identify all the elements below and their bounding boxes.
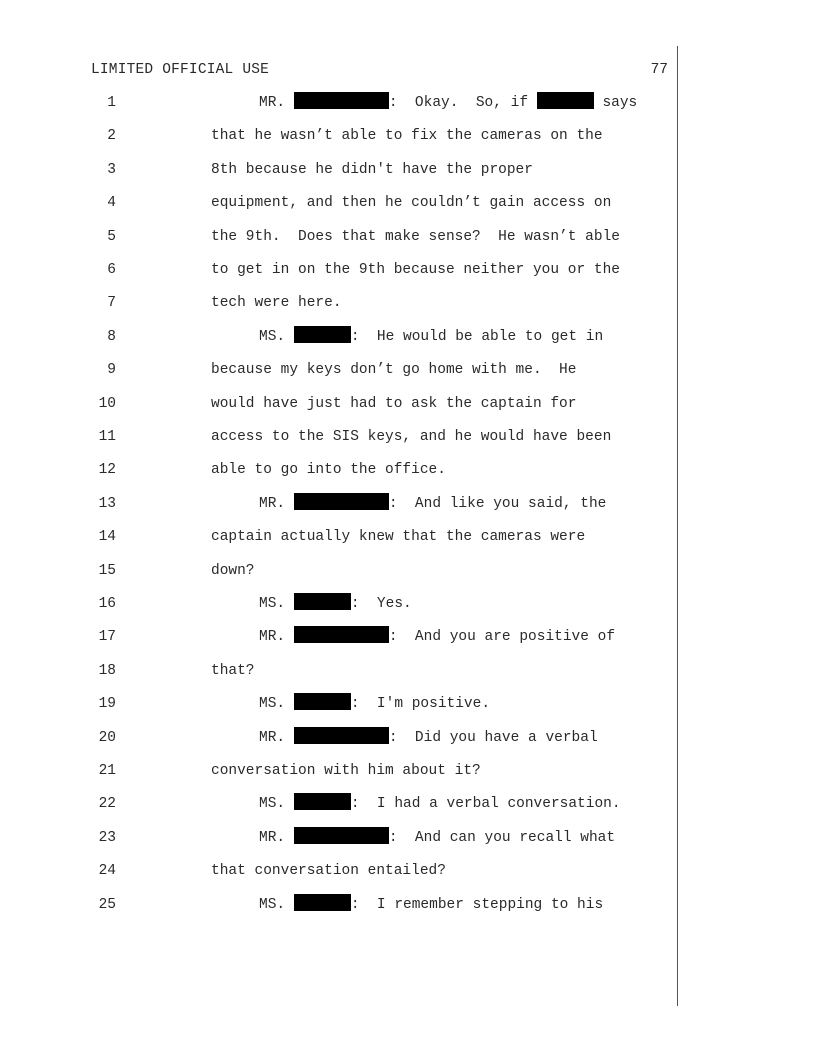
line-text: that conversation entailed?: [211, 863, 446, 880]
transcript-line: [0, 159, 816, 181]
transcript-line: [0, 660, 816, 682]
transcript-line: [0, 359, 816, 381]
speaker-line: [259, 693, 490, 715]
transcript-line: [0, 727, 816, 749]
classification-header: LIMITED OFFICIAL USE: [91, 62, 270, 78]
line-number: 1: [107, 95, 116, 111]
speaker-text: : And can you recall what: [388, 829, 616, 846]
line-number: 21: [98, 763, 116, 779]
line-text: because my keys don’t go home with me. He: [211, 362, 577, 379]
line-number: 25: [98, 896, 116, 913]
speaker-line: [259, 92, 637, 114]
redaction-block: [294, 92, 389, 109]
redaction-block: [294, 626, 389, 643]
redaction-block: [294, 793, 351, 810]
line-number: 7: [107, 295, 116, 312]
speaker-text: : Yes.: [350, 596, 412, 612]
speaker-line: [259, 626, 615, 648]
line-number: 10: [98, 395, 116, 412]
transcript-line: [0, 393, 816, 415]
transcript-line: [0, 827, 816, 849]
speaker-prefix: MR.: [259, 729, 294, 746]
redaction-block: [294, 493, 389, 510]
speaker-line: [259, 727, 598, 749]
transcript-line: [0, 259, 816, 281]
line-number: 23: [98, 829, 116, 846]
transcript-line: [0, 92, 816, 114]
transcript-line: [0, 626, 816, 648]
line-number: 24: [98, 863, 116, 880]
speaker-text: : And you are positive of: [388, 629, 616, 646]
redaction-block: [294, 894, 351, 911]
speaker-text: : I remember stepping to his: [350, 896, 604, 913]
line-number: 17: [98, 629, 116, 646]
line-text: conversation with him about it?: [211, 763, 481, 779]
speaker-prefix: MS.: [259, 796, 294, 813]
redaction-block: [294, 827, 389, 844]
transcript-line: [0, 326, 816, 348]
speaker-line: [259, 493, 606, 515]
line-number: 19: [98, 696, 116, 713]
line-number: 6: [107, 262, 116, 278]
transcript-line: [0, 526, 816, 548]
transcript-line: [0, 192, 816, 214]
line-number: 18: [98, 662, 116, 679]
speaker-text: : He would be able to get in: [350, 328, 604, 345]
speaker-prefix: MR.: [259, 95, 294, 111]
speaker-prefix: MS.: [259, 596, 294, 612]
transcript-line: [0, 860, 816, 882]
line-text: equipment, and then he couldn’t gain access on: [211, 195, 612, 212]
line-text: that?: [211, 662, 255, 679]
line-text: that he wasn’t able to fix the cameras on the: [211, 128, 603, 145]
transcript-line: [0, 560, 816, 582]
transcript-line: [0, 894, 816, 916]
redaction-block: [294, 326, 351, 343]
transcript-line: [0, 292, 816, 314]
speaker-line: [259, 894, 603, 916]
speaker-line: [259, 827, 615, 849]
line-number: 2: [107, 128, 116, 145]
transcript-line: [0, 693, 816, 715]
redaction-block: [537, 92, 594, 109]
line-number: 11: [98, 429, 116, 445]
redaction-block: [294, 693, 351, 710]
transcript-line: [0, 459, 816, 481]
speaker-prefix: MR.: [259, 829, 294, 846]
line-text: to get in on the 9th because neither you or the: [211, 262, 620, 278]
speaker-prefix: MR.: [259, 495, 294, 512]
speaker-line: [259, 326, 603, 348]
speaker-text: : Did you have a verbal: [388, 729, 598, 746]
speaker-text: : I'm positive.: [350, 696, 491, 713]
line-text: the 9th. Does that make sense? He wasn’t able: [211, 228, 620, 245]
line-text: 8th because he didn't have the proper: [211, 161, 533, 178]
speaker-text: : Okay. So, if: [388, 95, 537, 111]
line-number: 22: [98, 796, 116, 813]
line-number: 13: [98, 495, 116, 512]
line-number: 3: [107, 161, 116, 178]
speaker-prefix: MS.: [259, 896, 294, 913]
line-number: 9: [107, 362, 116, 379]
line-number: 8: [107, 328, 116, 345]
line-text: tech were here.: [211, 295, 342, 312]
line-number: 15: [98, 562, 116, 579]
redaction-block: [294, 593, 351, 610]
line-number: 20: [98, 729, 116, 746]
speaker-text-tail: says: [593, 95, 638, 111]
line-text: able to go into the office.: [211, 462, 446, 479]
speaker-prefix: MS.: [259, 328, 294, 345]
speaker-text: : I had a verbal conversation.: [350, 796, 621, 813]
line-text: would have just had to ask the captain for: [211, 395, 577, 412]
line-text: down?: [211, 562, 255, 579]
line-number: 4: [107, 195, 116, 212]
speaker-prefix: MR.: [259, 629, 294, 646]
line-number: 12: [98, 462, 116, 479]
speaker-prefix: MS.: [259, 696, 294, 713]
transcript-line: [0, 226, 816, 248]
transcript-line: [0, 493, 816, 515]
page-number: 77: [650, 62, 668, 78]
transcript-line: [0, 593, 816, 615]
speaker-text: : And like you said, the: [388, 495, 607, 512]
speaker-line: [259, 593, 412, 615]
speaker-line: [259, 793, 621, 815]
line-text: access to the SIS keys, and he would have been: [211, 429, 612, 445]
transcript-line: [0, 426, 816, 448]
transcript-line: [0, 793, 816, 815]
line-number: 14: [98, 529, 116, 546]
transcript-line: [0, 125, 816, 147]
transcript-line: [0, 760, 816, 782]
redaction-block: [294, 727, 389, 744]
line-number: 5: [107, 228, 116, 245]
line-text: captain actually knew that the cameras were: [211, 529, 586, 546]
line-number: 16: [98, 596, 116, 612]
